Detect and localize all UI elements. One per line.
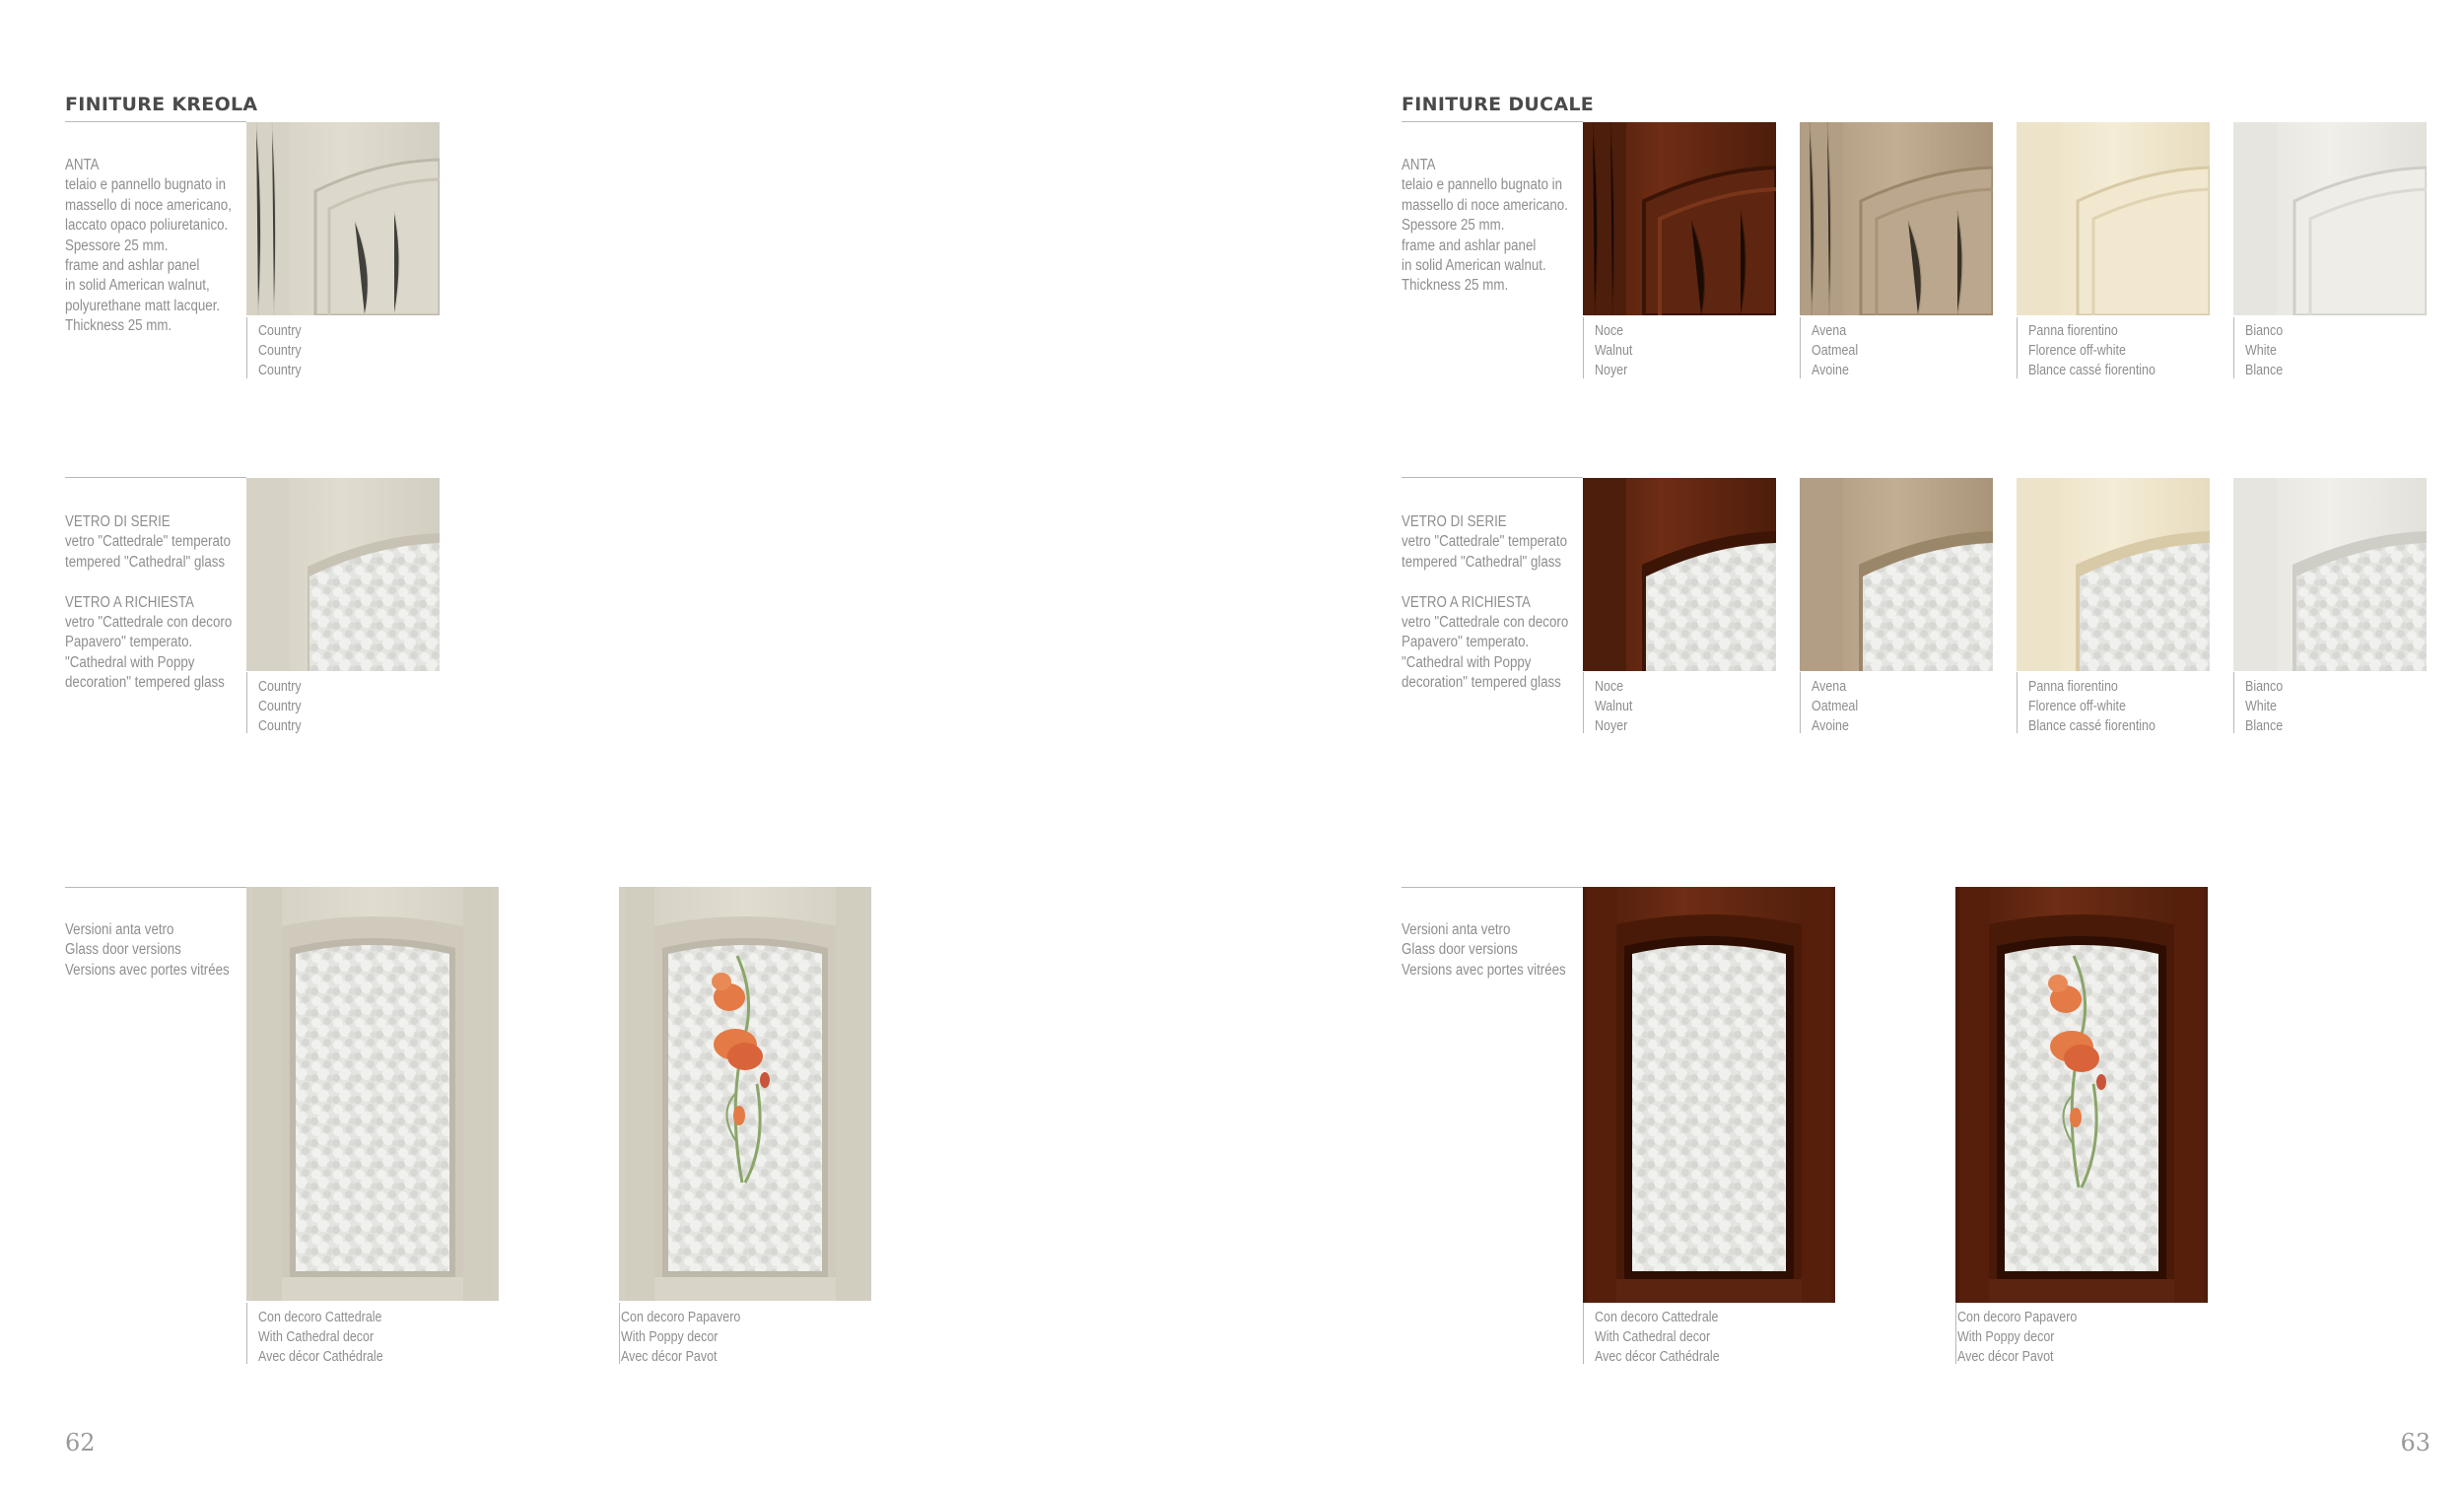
page-number-right: 63: [2400, 1429, 2430, 1456]
finish-caption: Noce Walnut Noyer: [1595, 679, 1633, 734]
door-caption: Con decoro Cattedrale With Cathedral decor Avec décor Cathédrale: [258, 1310, 383, 1365]
caption-line: [2017, 672, 2018, 733]
caption-line: [246, 1303, 247, 1364]
door-poppy-country: [619, 887, 871, 1301]
caption-line: [2233, 317, 2234, 378]
caption-line: [1955, 1303, 1956, 1364]
divider: [1402, 121, 1583, 122]
caption-line: [2017, 317, 2018, 378]
finish-caption: Bianco White Blance: [2245, 679, 2284, 734]
versions-description: Versioni anta vetro Glass door versions Versions avec portes vitrées: [1402, 921, 1566, 979]
glass-swatch-panna: [2017, 478, 2210, 671]
finish-caption: Country Country Country: [258, 679, 302, 734]
finish-caption: Panna fiorentino Florence off-white Blance cassé fiorentino: [2028, 679, 2156, 734]
versions-description: Versioni anta vetro Glass door versions Versions avec portes vitrées: [65, 921, 230, 979]
caption-line: [1800, 317, 1801, 378]
finish-caption: Avena Oatmeal Avoine: [1812, 679, 1859, 734]
door-caption: Con decoro Papavero With Poppy decor Avec décor Pavot: [621, 1310, 741, 1365]
door-cathedral-country: [246, 887, 499, 1301]
caption-line: [1583, 317, 1584, 378]
caption-line: [619, 1303, 620, 1364]
finish-swatch-noce: [1583, 122, 1776, 315]
divider: [65, 121, 246, 122]
glass-swatch-country: [246, 478, 440, 671]
glass-swatch-noce: [1583, 478, 1776, 671]
finish-swatch-country: [246, 122, 440, 315]
anta-description: ANTA telaio e pannello bugnato in massello di noce americano, laccato opaco poliuretanico. Spessore 25 mm. frame and ashlar panel in solid American walnut, polyurethane matt lacquer. Thickness 25 mm.: [65, 157, 232, 335]
finish-caption: Panna fiorentino Florence off-white Blance cassé fiorentino: [2028, 323, 2156, 378]
page-number-left: 62: [65, 1429, 96, 1456]
door-caption: Con decoro Papavero With Poppy decor Avec décor Pavot: [1957, 1310, 2078, 1365]
anta-description: ANTA telaio e pannello bugnato in massello di noce americano. Spessore 25 mm. frame and ashlar panel in solid American walnut. Thickness 25 mm.: [1402, 157, 1568, 295]
glass-description: VETRO DI SERIE vetro "Cattedrale" temperato tempered "Cathedral" glass VETRO A RICHIESTA vetro "Cattedrale con decoro Papavero" temperato. "Cathedral with Poppy decoration" tempered glass: [65, 513, 233, 692]
divider: [1402, 477, 1583, 478]
glass-swatch-avena: [1800, 478, 1993, 671]
finish-swatch-panna: [2017, 122, 2210, 315]
door-caption: Con decoro Cattedrale With Cathedral decor Avec décor Cathédrale: [1595, 1310, 1720, 1365]
divider: [1402, 887, 1583, 888]
finish-caption: Country Country Country: [258, 323, 302, 378]
glass-description: VETRO DI SERIE vetro "Cattedrale" temperato tempered "Cathedral" glass VETRO A RICHIESTA vetro "Cattedrale con decoro Papavero" temperato. "Cathedral with Poppy decoration" tempered glass: [1402, 513, 1569, 692]
door-cathedral-noce: [1583, 887, 1835, 1303]
door-poppy-noce: [1955, 887, 2208, 1303]
finish-caption: Noce Walnut Noyer: [1595, 323, 1633, 378]
caption-line: [2233, 672, 2234, 733]
finish-caption: Bianco White Blance: [2245, 323, 2284, 378]
finish-swatch-avena: [1800, 122, 1993, 315]
left-section-title: FINITURE KREOLA: [65, 94, 258, 115]
caption-line: [1800, 672, 1801, 733]
caption-line: [1583, 672, 1584, 733]
caption-line: [246, 317, 247, 378]
right-section-title: FINITURE DUCALE: [1402, 94, 1595, 115]
caption-line: [1583, 1303, 1584, 1364]
finish-swatch-bianco: [2233, 122, 2427, 315]
divider: [65, 477, 246, 478]
caption-line: [246, 672, 247, 733]
divider: [65, 887, 246, 888]
finish-caption: Avena Oatmeal Avoine: [1812, 323, 1859, 378]
glass-swatch-bianco: [2233, 478, 2427, 671]
